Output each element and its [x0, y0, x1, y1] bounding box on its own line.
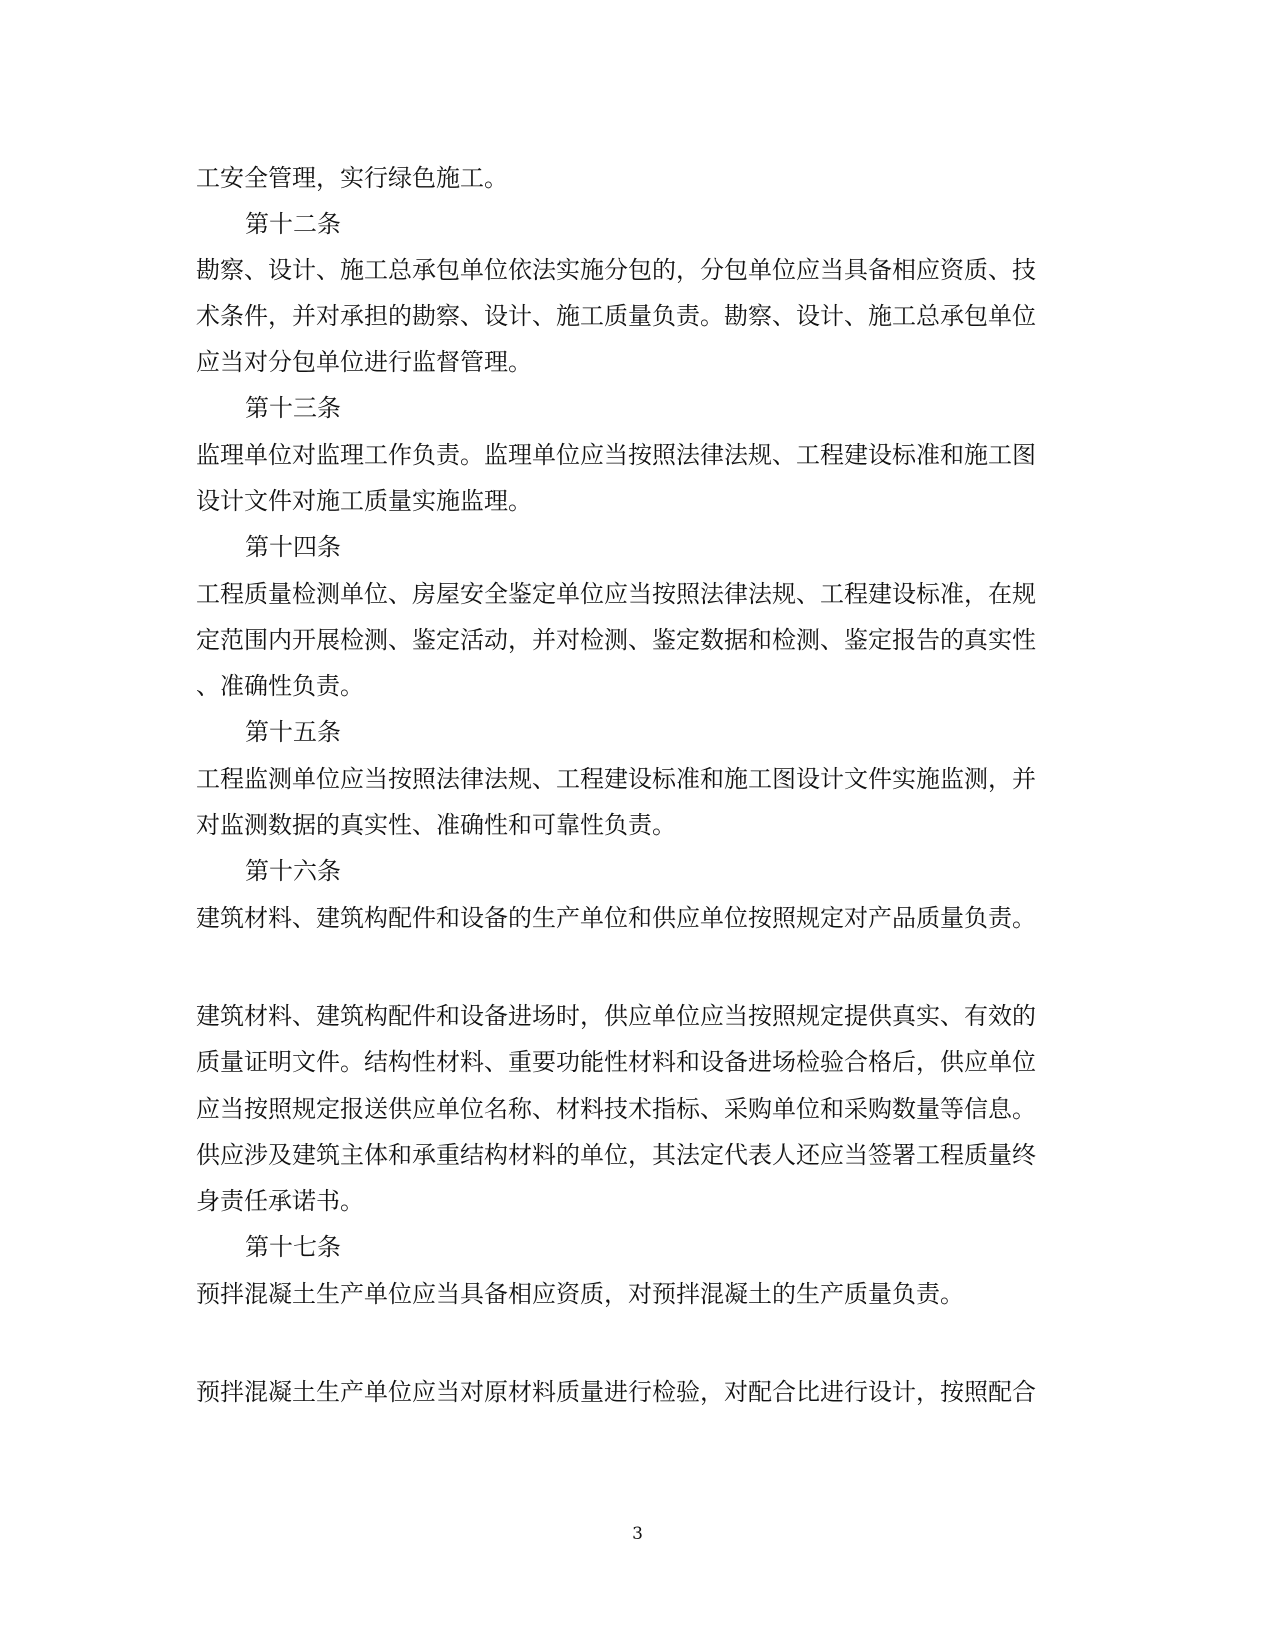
body-text-line: 术条件，并对承担的勘察、设计、施工质量负责。勘察、设计、施工总承包单位 [196, 302, 1036, 330]
body-text-line: 工程监测单位应当按照法律法规、工程建设标准和施工图设计文件实施监测，并 [196, 765, 1036, 793]
article-heading: 第十三条 [245, 394, 341, 422]
body-text-line: 建筑材料、建筑构配件和设备进场时，供应单位应当按照规定提供真实、有效的 [196, 1002, 1036, 1030]
body-text-line: 监理单位对监理工作负责。监理单位应当按照法律法规、工程建设标准和施工图 [196, 441, 1036, 469]
body-text-line: 对监测数据的真实性、准确性和可靠性负责。 [196, 811, 676, 839]
body-text-line: 预拌混凝土生产单位应当对原材料质量进行检验，对配合比进行设计，按照配合 [196, 1378, 1036, 1406]
body-text-line: 工安全管理，实行绿色施工。 [196, 164, 508, 192]
article-heading: 第十二条 [245, 210, 341, 238]
page-number: 3 [632, 1524, 643, 1544]
article-heading: 第十七条 [245, 1233, 341, 1261]
body-text-line: 定范围内开展检测、鉴定活动，并对检测、鉴定数据和检测、鉴定报告的真实性 [196, 626, 1036, 654]
article-heading: 第十五条 [245, 718, 341, 746]
body-text-line: 建筑材料、建筑构配件和设备的生产单位和供应单位按照规定对产品质量负责。 [196, 904, 1036, 932]
body-text-line: 工程质量检测单位、房屋安全鉴定单位应当按照法律法规、工程建设标准，在规 [196, 580, 1036, 608]
body-text-line: 、准确性负责。 [196, 672, 364, 700]
body-text-line: 身责任承诺书。 [196, 1187, 364, 1215]
article-heading: 第十四条 [245, 533, 341, 561]
body-text-line: 设计文件对施工质量实施监理。 [196, 487, 532, 515]
body-text-line: 预拌混凝土生产单位应当具备相应资质，对预拌混凝土的生产质量负责。 [196, 1280, 964, 1308]
article-heading: 第十六条 [245, 857, 341, 885]
body-text-line: 质量证明文件。结构性材料、重要功能性材料和设备进场检验合格后，供应单位 [196, 1048, 1036, 1076]
body-text-line: 勘察、设计、施工总承包单位依法实施分包的，分包单位应当具备相应资质、技 [196, 256, 1036, 284]
body-text-line: 供应涉及建筑主体和承重结构材料的单位，其法定代表人还应当签署工程质量终 [196, 1141, 1036, 1169]
body-text-line: 应当对分包单位进行监督管理。 [196, 348, 532, 376]
body-text-line: 应当按照规定报送供应单位名称、材料技术指标、采购单位和采购数量等信息。 [196, 1095, 1036, 1123]
